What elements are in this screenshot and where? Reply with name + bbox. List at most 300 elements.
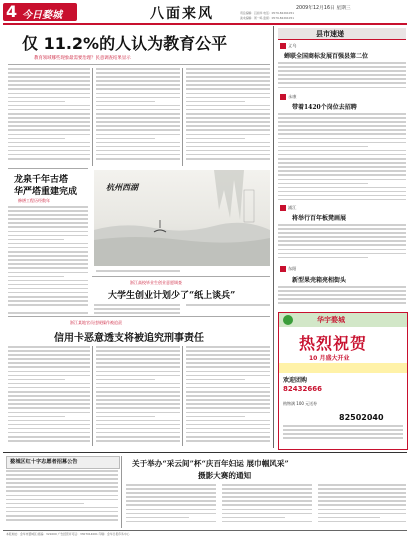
mid-story-headline: 大学生创业计划少了“纸上谈兵” xyxy=(108,291,236,301)
ad-yellow-band xyxy=(279,363,407,373)
text-line xyxy=(186,371,270,373)
mid-story-kicker: 浙江高校毕业生创业意愿调查 xyxy=(130,280,182,285)
bottom-rule xyxy=(3,452,407,453)
text-line xyxy=(8,235,88,237)
story-rule xyxy=(92,276,270,277)
text-line xyxy=(8,243,88,245)
text-line xyxy=(8,80,90,82)
text-line xyxy=(8,142,90,144)
text-line xyxy=(186,407,270,409)
text-line xyxy=(186,109,270,111)
text-line xyxy=(96,424,180,426)
text-line xyxy=(8,432,90,434)
text-line xyxy=(186,399,270,401)
text-line xyxy=(96,358,180,360)
lower-story-kicker: 浙江某地官员违规操作被追责 xyxy=(70,320,122,325)
text-line xyxy=(318,500,406,502)
text-line xyxy=(8,125,90,127)
text-line xyxy=(96,440,180,442)
text-line xyxy=(278,146,368,148)
text-line xyxy=(278,121,406,123)
text-line xyxy=(222,517,285,519)
region-label: 永康 xyxy=(288,94,297,99)
text-line xyxy=(278,240,406,242)
notice-line-2: 摄影大赛的通知 xyxy=(198,471,252,480)
text-line xyxy=(126,513,216,515)
ad-phone: 82432666 xyxy=(283,385,322,393)
region-badge xyxy=(280,266,286,272)
text-line xyxy=(222,500,312,502)
masthead-rule xyxy=(3,23,407,25)
text-line xyxy=(8,399,90,401)
text-line xyxy=(8,440,90,442)
text-line xyxy=(318,513,406,515)
text-line xyxy=(96,391,180,393)
text-line xyxy=(8,436,90,438)
lower-story-col-3 xyxy=(186,346,270,446)
region-body xyxy=(278,286,406,308)
contact-line-1: 责任编辑：吕旭华 电话：0579-82261051 xyxy=(240,11,295,15)
text-line xyxy=(8,379,65,381)
text-line xyxy=(8,350,90,352)
text-line xyxy=(186,304,270,306)
lower-story-col-2 xyxy=(96,346,180,446)
text-line xyxy=(8,255,88,257)
text-line xyxy=(8,288,88,290)
text-line xyxy=(6,515,118,517)
text-line xyxy=(278,236,406,238)
text-line xyxy=(96,354,180,356)
ad-badge-icon xyxy=(283,315,293,325)
text-line xyxy=(6,507,118,509)
text-line xyxy=(278,166,406,168)
text-line xyxy=(96,379,155,381)
text-line xyxy=(278,187,406,189)
right-column-header: 县市速递 xyxy=(316,30,344,38)
region-badge xyxy=(280,43,286,49)
text-line xyxy=(318,484,406,486)
text-line xyxy=(96,387,180,389)
text-line xyxy=(186,391,270,393)
text-line xyxy=(8,312,88,314)
text-line xyxy=(8,395,90,397)
main-subhead: 教育领域哪些现象最需要治理？民意调查结果显示 xyxy=(34,56,131,61)
ad-lead: 欢迎团购 xyxy=(283,377,308,384)
text-line xyxy=(318,509,406,511)
text-line xyxy=(126,509,216,511)
text-line xyxy=(186,412,270,414)
text-line xyxy=(222,513,312,515)
text-line xyxy=(96,371,180,373)
text-line xyxy=(278,294,406,296)
text-line xyxy=(186,142,270,144)
text-line xyxy=(96,68,180,70)
text-line xyxy=(8,150,90,152)
text-line xyxy=(278,257,368,259)
text-line xyxy=(186,72,270,74)
text-line xyxy=(186,366,270,368)
text-line xyxy=(186,121,270,123)
text-line xyxy=(186,436,270,438)
text-line xyxy=(8,383,90,385)
text-line xyxy=(186,134,270,136)
text-line xyxy=(186,146,270,148)
text-line xyxy=(8,154,90,156)
text-line xyxy=(8,84,90,86)
page-number: 4 xyxy=(6,2,18,21)
text-line xyxy=(186,416,245,418)
text-line xyxy=(278,133,406,135)
text-line xyxy=(186,158,270,160)
text-line xyxy=(186,88,270,90)
text-line xyxy=(186,113,270,115)
text-line xyxy=(8,134,90,136)
text-line xyxy=(96,142,180,144)
text-line xyxy=(96,350,180,352)
text-line xyxy=(186,428,270,430)
left-story-headline-2: 华严塔重建完成 xyxy=(14,187,78,197)
text-line xyxy=(8,346,90,348)
region-headline: 带着1420个岗位去招聘 xyxy=(292,104,357,111)
text-line xyxy=(6,519,118,521)
text-line xyxy=(278,253,406,255)
text-line xyxy=(96,366,180,368)
region-label: 义乌 xyxy=(288,43,297,48)
text-line xyxy=(278,142,406,144)
text-line xyxy=(126,500,216,502)
text-line xyxy=(6,470,118,472)
ad-brand: 华宇婺城 xyxy=(317,316,345,324)
text-line xyxy=(8,358,90,360)
text-line xyxy=(96,72,180,74)
text-line xyxy=(8,428,90,430)
text-line xyxy=(283,437,403,439)
column-rule xyxy=(92,346,93,446)
text-line xyxy=(278,244,406,246)
text-line xyxy=(186,387,270,389)
mid-story-body-3 xyxy=(186,304,270,308)
text-line xyxy=(278,78,406,80)
text-line xyxy=(186,76,270,78)
text-line xyxy=(186,80,270,82)
text-line xyxy=(96,432,180,434)
text-line xyxy=(278,66,406,68)
text-line xyxy=(8,113,90,115)
text-line xyxy=(6,482,118,484)
column-rule xyxy=(92,68,93,166)
text-line xyxy=(186,358,270,360)
text-line xyxy=(96,125,180,127)
text-line xyxy=(8,93,90,95)
text-line xyxy=(278,158,406,160)
text-line xyxy=(318,521,406,523)
text-line xyxy=(126,504,216,506)
text-line xyxy=(96,416,155,418)
text-line xyxy=(96,97,180,99)
main-body-col-1 xyxy=(8,68,90,166)
footer-text: 本报地址：金华市婺城区 邮编：321000 广告经营许可证：3307014001 印刷：金华日报印务中心 xyxy=(6,532,130,536)
main-body-col-3 xyxy=(186,68,270,166)
text-line xyxy=(8,276,64,278)
paper-name: 今日婺城 xyxy=(22,10,62,21)
notice-line-1: 关于举办“采云间”杯“庆百年妇运 展巾帼风采” xyxy=(132,459,289,468)
ad-offer: 购物满 100 元送券 xyxy=(283,401,318,406)
text-line xyxy=(96,362,180,364)
text-line xyxy=(6,478,118,480)
text-line xyxy=(94,308,180,310)
text-line xyxy=(96,76,180,78)
notice-body-col-1 xyxy=(126,484,216,528)
text-line xyxy=(8,138,65,140)
text-line xyxy=(278,249,406,251)
section-title: 八面来风 xyxy=(150,6,214,22)
text-line xyxy=(278,117,406,119)
text-line xyxy=(278,87,406,89)
text-line xyxy=(8,284,88,286)
text-line xyxy=(8,72,90,74)
region-headline: 蝉联全国商标发展百强县第二位 xyxy=(284,53,369,60)
ad-fine-print xyxy=(283,425,403,445)
text-line xyxy=(96,113,180,115)
section-divider xyxy=(273,26,274,448)
text-line xyxy=(186,150,270,152)
column-rule xyxy=(182,68,183,166)
text-line xyxy=(126,521,216,523)
text-line xyxy=(96,158,180,160)
text-line xyxy=(186,440,270,442)
text-line xyxy=(186,403,270,405)
lower-story-headline: 信用卡恶意透支将被追究刑事责任 xyxy=(54,333,204,344)
text-line xyxy=(8,239,64,241)
text-line xyxy=(8,206,88,208)
text-line xyxy=(8,158,90,160)
text-line xyxy=(8,251,88,253)
text-line xyxy=(6,474,118,476)
text-line xyxy=(94,304,180,306)
story-rule xyxy=(8,316,270,317)
story-rule xyxy=(8,168,88,169)
text-line xyxy=(96,407,180,409)
text-line xyxy=(126,492,216,494)
ad-title: 热烈祝贺 xyxy=(299,334,368,353)
contact-line-2: 美术编辑：周一鸣 监督：0579-82261051 xyxy=(240,16,295,20)
text-line xyxy=(8,214,88,216)
body-row-a1 xyxy=(8,304,88,308)
text-line xyxy=(186,154,270,156)
main-body-col-2 xyxy=(96,68,180,166)
text-line xyxy=(278,162,406,164)
text-line xyxy=(96,383,180,385)
text-line xyxy=(8,231,88,233)
headline-rule xyxy=(8,64,270,65)
text-line xyxy=(96,428,180,430)
text-line xyxy=(186,68,270,70)
text-line xyxy=(96,117,180,119)
text-line xyxy=(8,121,90,123)
text-line xyxy=(222,492,312,494)
text-line xyxy=(186,117,270,119)
text-line xyxy=(278,70,406,72)
main-headline: 仅 11.2%的人认为教育公平 xyxy=(22,34,228,53)
text-line xyxy=(222,504,312,506)
painting-caption: 杭州西湖 xyxy=(106,182,138,192)
text-line xyxy=(186,375,270,377)
text-line xyxy=(8,222,88,224)
text-line xyxy=(96,420,180,422)
text-line xyxy=(278,174,406,176)
text-line xyxy=(222,521,312,523)
text-line xyxy=(8,304,88,306)
text-line xyxy=(8,403,90,405)
text-line xyxy=(278,113,406,115)
text-line xyxy=(96,154,180,156)
text-line xyxy=(6,503,84,505)
text-line xyxy=(8,247,88,249)
region-body xyxy=(278,113,406,205)
text-line xyxy=(96,346,180,348)
text-line xyxy=(8,129,90,131)
text-line xyxy=(278,138,406,140)
text-line xyxy=(278,195,406,197)
text-line xyxy=(8,420,90,422)
text-line xyxy=(186,354,270,356)
text-line xyxy=(186,125,270,127)
text-line xyxy=(8,362,90,364)
text-line xyxy=(8,88,90,90)
text-line xyxy=(222,488,312,490)
text-line xyxy=(186,383,270,385)
text-line xyxy=(126,496,216,498)
text-line xyxy=(6,511,118,513)
text-line xyxy=(278,199,406,201)
text-line xyxy=(8,296,88,298)
text-line xyxy=(96,270,180,272)
text-line xyxy=(6,495,118,497)
text-line xyxy=(8,226,88,228)
text-line xyxy=(96,134,180,136)
text-line xyxy=(186,395,270,397)
text-line xyxy=(8,424,90,426)
text-line xyxy=(8,292,88,294)
text-line xyxy=(8,300,88,302)
region-label: 东阳 xyxy=(288,266,297,271)
text-line xyxy=(96,84,180,86)
text-line xyxy=(8,354,90,356)
region-badge xyxy=(280,205,286,211)
text-line xyxy=(278,302,406,304)
text-line xyxy=(96,101,155,103)
text-line xyxy=(96,395,180,397)
text-line xyxy=(8,109,90,111)
date-line: 2009年12月16日 星期三 xyxy=(296,6,351,11)
region-body xyxy=(278,224,406,264)
text-line xyxy=(126,484,216,486)
text-line xyxy=(8,146,90,148)
text-line xyxy=(186,432,270,434)
text-line xyxy=(278,62,406,64)
notice-body-col-3 xyxy=(318,484,406,528)
text-line xyxy=(186,346,270,348)
text-line xyxy=(96,109,180,111)
text-line xyxy=(186,424,270,426)
text-line xyxy=(186,93,270,95)
text-line xyxy=(318,488,406,490)
text-line xyxy=(96,88,180,90)
lower-story-col-1 xyxy=(8,346,90,446)
text-line xyxy=(186,129,270,131)
text-line xyxy=(6,486,118,488)
text-line xyxy=(96,436,180,438)
text-line xyxy=(222,484,312,486)
text-line xyxy=(186,420,270,422)
text-line xyxy=(96,375,180,377)
text-line xyxy=(278,154,406,156)
text-line xyxy=(283,433,403,435)
text-line xyxy=(126,488,216,490)
left-story-body xyxy=(8,206,88,308)
text-line xyxy=(8,259,88,261)
text-line xyxy=(6,499,118,501)
region-body xyxy=(278,62,406,92)
text-line xyxy=(278,179,406,181)
text-line xyxy=(186,379,245,381)
text-line xyxy=(8,272,88,274)
ad-block xyxy=(278,312,408,450)
bottom-left-body xyxy=(6,470,118,526)
text-line xyxy=(278,286,406,288)
text-line xyxy=(8,412,90,414)
region-headline: 新型果壳箱亮相街头 xyxy=(292,277,347,284)
text-line xyxy=(8,387,90,389)
text-line xyxy=(96,138,155,140)
column-rule xyxy=(121,456,122,528)
text-line xyxy=(186,101,245,103)
text-line xyxy=(186,84,270,86)
text-line xyxy=(278,170,406,172)
text-line xyxy=(96,403,180,405)
text-line xyxy=(186,97,270,99)
text-line xyxy=(96,412,180,414)
region-label: 浦江 xyxy=(288,205,297,210)
ad-tagline: 10 月盛大开业 xyxy=(309,355,350,362)
text-line xyxy=(318,504,406,506)
text-line xyxy=(278,232,406,234)
footer-rule xyxy=(3,530,407,531)
text-line xyxy=(278,82,406,84)
text-line xyxy=(278,228,406,230)
text-line xyxy=(278,125,406,127)
text-line xyxy=(278,298,406,300)
text-line xyxy=(278,129,406,131)
text-line xyxy=(8,97,90,99)
text-line xyxy=(278,183,368,185)
text-line xyxy=(96,105,180,107)
text-line xyxy=(283,429,403,431)
text-line xyxy=(8,263,88,265)
text-line xyxy=(8,371,90,373)
text-line xyxy=(8,117,90,119)
text-line xyxy=(283,425,403,427)
bottom-left-heading: 婺城区红十字志愿者招募公告 xyxy=(10,459,78,465)
column-rule xyxy=(182,346,183,446)
text-line xyxy=(222,509,312,511)
text-line xyxy=(278,290,406,292)
ad-hotline: 82502040 xyxy=(339,413,384,422)
text-line xyxy=(8,375,90,377)
text-line xyxy=(6,490,118,492)
text-line xyxy=(8,366,90,368)
text-line xyxy=(186,362,270,364)
